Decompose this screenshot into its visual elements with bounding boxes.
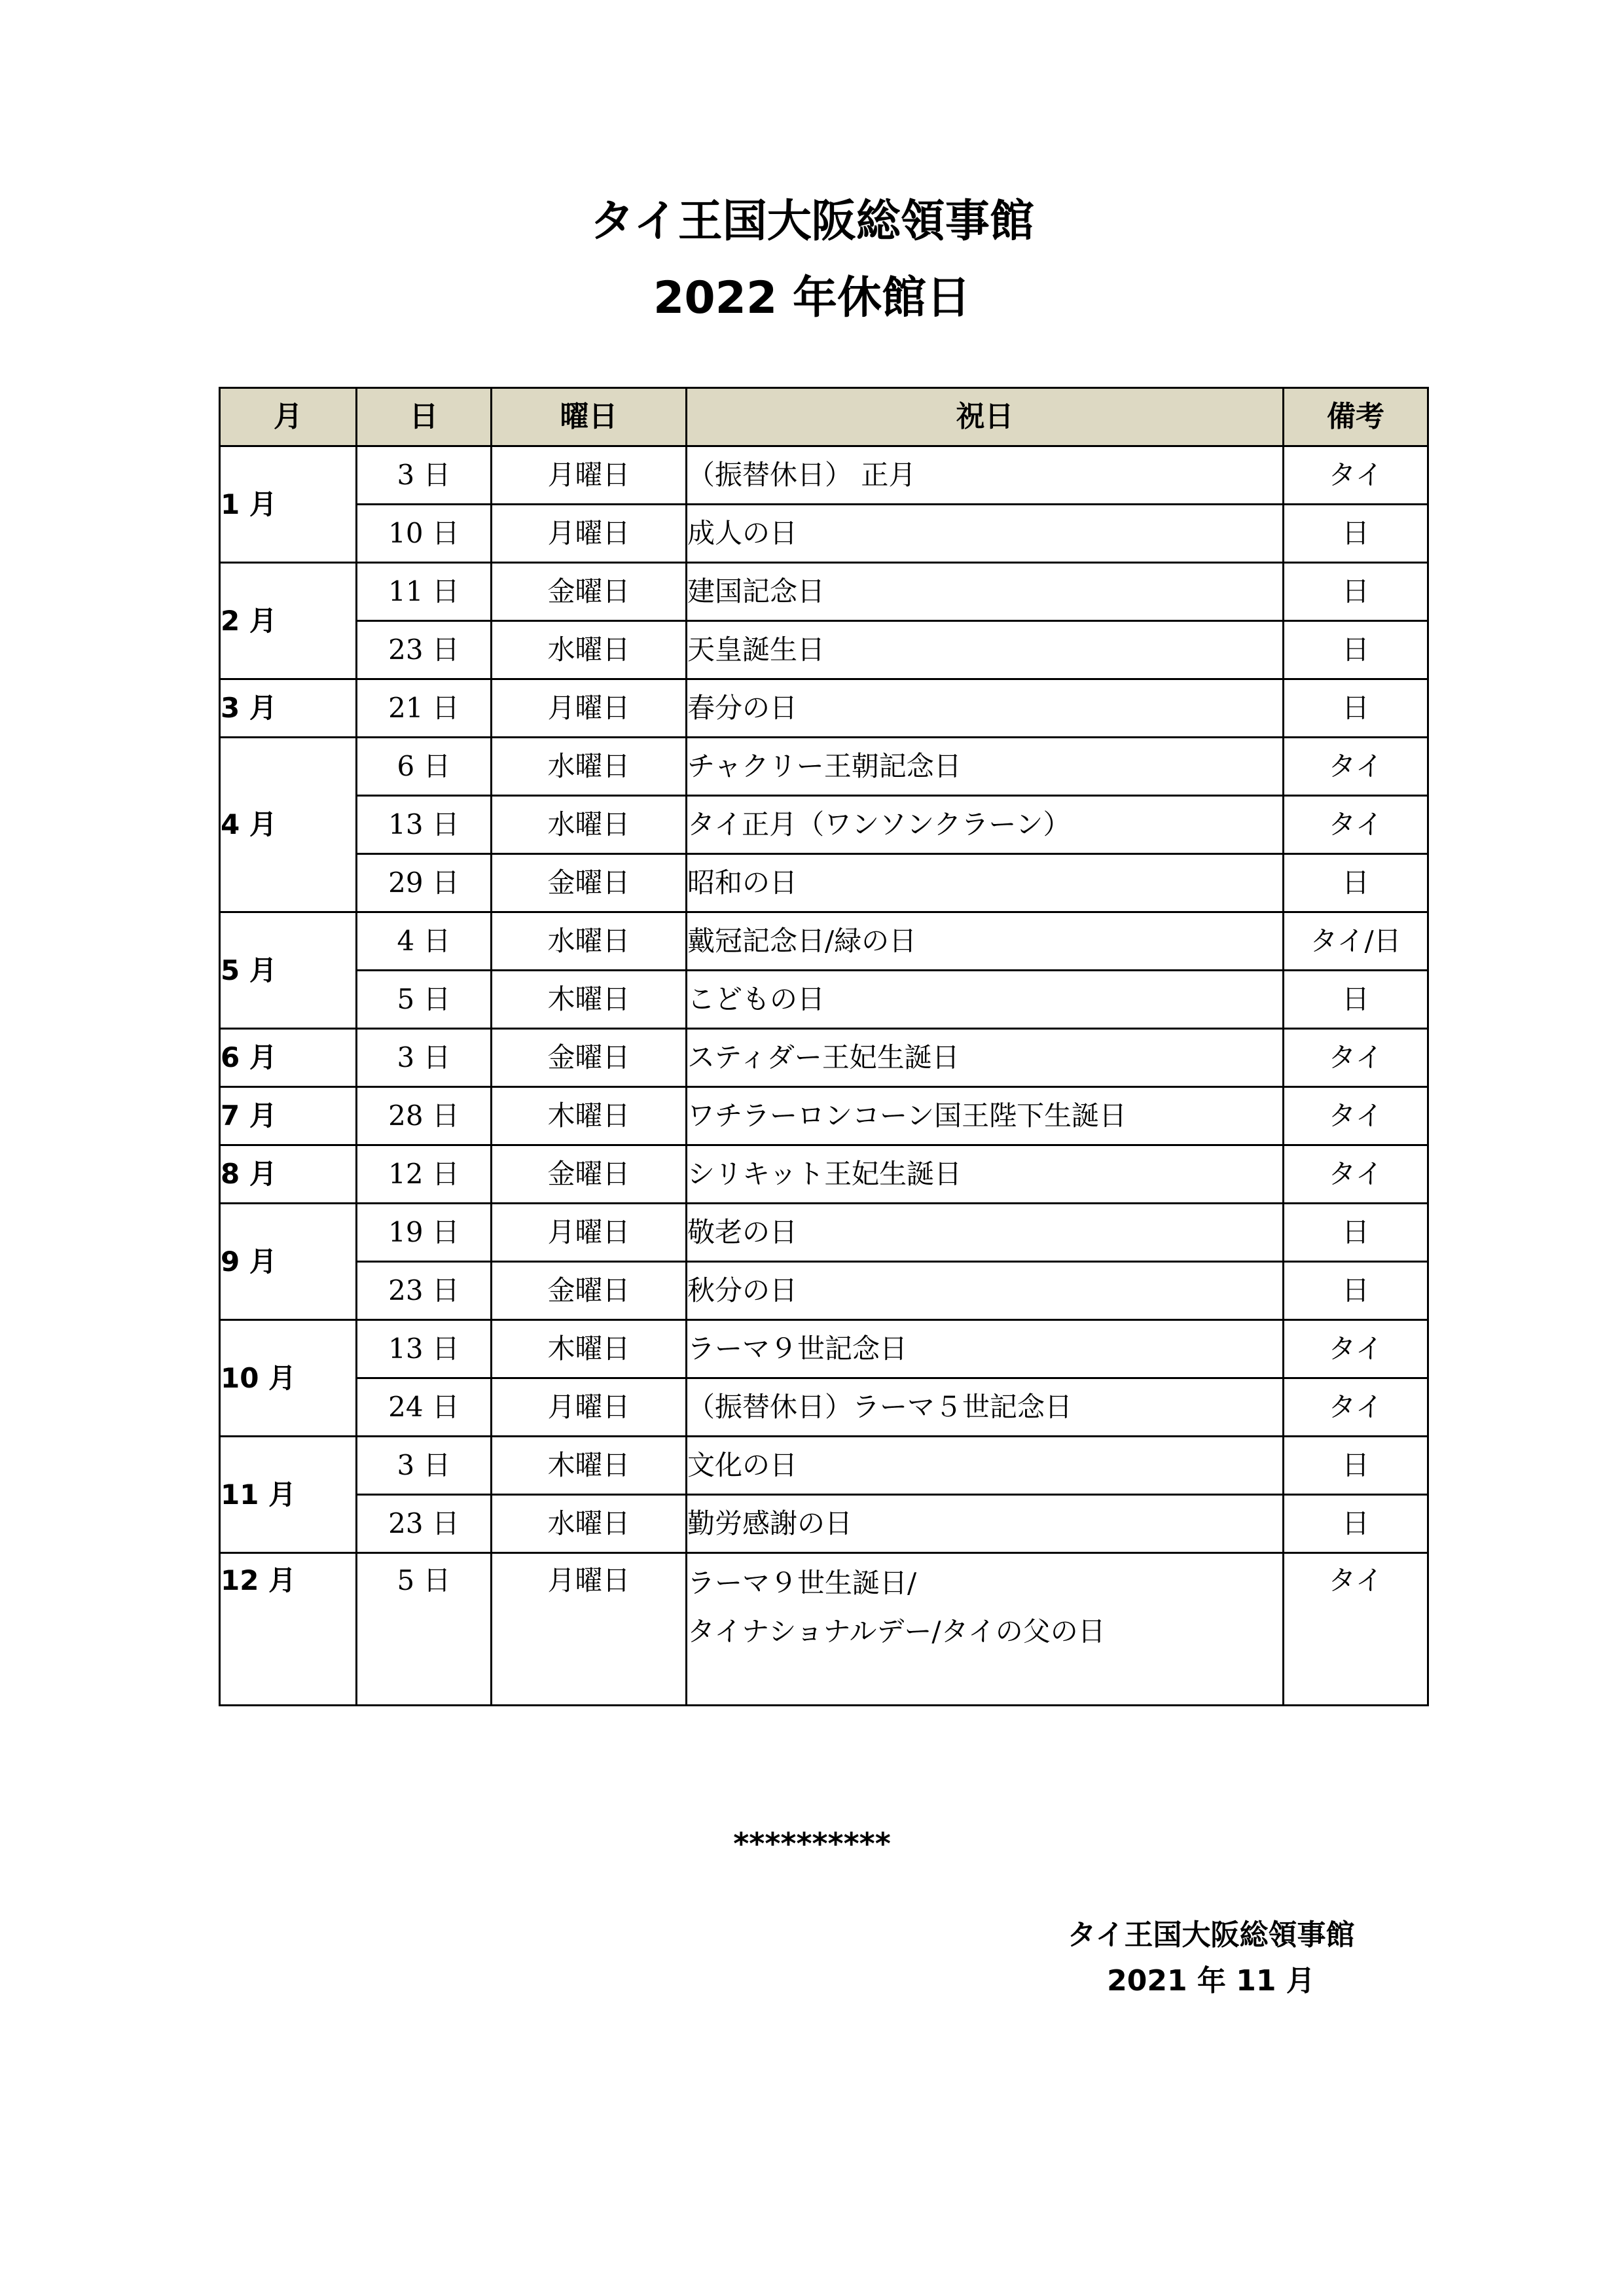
- day-cell: 3 日: [357, 1029, 492, 1087]
- weekday-cell: 水曜日: [492, 621, 687, 679]
- month-cell: 2 月: [220, 563, 357, 679]
- holiday-cell: チャクリー王朝記念日: [687, 738, 1284, 796]
- header-month: 月: [220, 388, 357, 446]
- weekday-cell: 金曜日: [492, 563, 687, 621]
- note-cell: タイ: [1284, 1087, 1428, 1145]
- holiday-cell: こどもの日: [687, 971, 1284, 1029]
- weekday-cell: 金曜日: [492, 1029, 687, 1087]
- day-cell: 28 日: [357, 1087, 492, 1145]
- month-cell: 7 月: [220, 1087, 357, 1145]
- note-cell: 日: [1284, 1204, 1428, 1262]
- weekday-cell: 月曜日: [492, 1204, 687, 1262]
- weekday-cell: 月曜日: [492, 679, 687, 738]
- table-row: [220, 1553, 1428, 1706]
- weekday-cell: 水曜日: [492, 796, 687, 854]
- holiday-cell: 敬老の日: [687, 1204, 1284, 1262]
- holiday-cell: ワチラーロンコーン国王陛下生誕日: [687, 1087, 1284, 1145]
- month-cell: 8 月: [220, 1145, 357, 1204]
- note-cell: タイ: [1284, 738, 1428, 796]
- day-cell: 4 日: [357, 912, 492, 971]
- weekday-cell: 金曜日: [492, 1262, 687, 1320]
- day-cell: 11 日: [357, 563, 492, 621]
- weekday-cell: 月曜日: [492, 505, 687, 563]
- note-cell: タイ: [1284, 446, 1428, 505]
- table-row: [220, 912, 1428, 971]
- weekday-cell: 金曜日: [492, 854, 687, 912]
- table-row: [220, 621, 1428, 679]
- note-cell: タイ: [1284, 1029, 1428, 1087]
- table-row: [220, 738, 1428, 796]
- weekday-cell: 月曜日: [492, 1553, 687, 1706]
- table-row: [220, 854, 1428, 912]
- note-cell: 日: [1284, 563, 1428, 621]
- weekday-cell: 水曜日: [492, 738, 687, 796]
- weekday-cell: 金曜日: [492, 1145, 687, 1204]
- holiday-cell: （振替休日） 正月: [687, 446, 1284, 505]
- document-title: タイ王国大阪総領事館: [590, 196, 1034, 247]
- month-cell: 12 月: [220, 1553, 357, 1706]
- day-cell: 12 日: [357, 1145, 492, 1204]
- table-row: [220, 446, 1428, 505]
- holiday-cell: スティダー王妃生誕日: [687, 1029, 1284, 1087]
- day-cell: 29 日: [357, 854, 492, 912]
- note-cell: 日: [1284, 854, 1428, 912]
- weekday-cell: 木曜日: [492, 1087, 687, 1145]
- holiday-cell: 勤労感謝の日: [687, 1495, 1284, 1553]
- note-cell: タイ: [1284, 1553, 1428, 1706]
- month-cell: 3 月: [220, 679, 357, 738]
- note-cell: タイ: [1284, 1145, 1428, 1204]
- holiday-cell: [687, 1553, 1284, 1706]
- day-cell: 13 日: [357, 1320, 492, 1378]
- holiday-cell: 春分の日: [687, 679, 1284, 738]
- signature-org: タイ王国大阪総領事館: [1067, 1918, 1355, 1952]
- weekday-cell: 水曜日: [492, 912, 687, 971]
- holiday-cell: 文化の日: [687, 1437, 1284, 1495]
- month-cell: 9 月: [220, 1204, 357, 1320]
- note-cell: 日: [1284, 1495, 1428, 1553]
- day-cell: 21 日: [357, 679, 492, 738]
- header-note: 備考: [1284, 388, 1428, 446]
- day-cell: 23 日: [357, 1495, 492, 1553]
- table-header-row: [220, 388, 1428, 446]
- day-cell: 23 日: [357, 621, 492, 679]
- day-cell: 24 日: [357, 1378, 492, 1437]
- table-row: [220, 1087, 1428, 1145]
- holiday-line: ラーマ９世生誕日/: [687, 1567, 917, 1599]
- table-row: [220, 505, 1428, 563]
- weekday-cell: 月曜日: [492, 1378, 687, 1437]
- weekday-cell: 木曜日: [492, 1437, 687, 1495]
- header-weekday: 曜日: [492, 388, 687, 446]
- note-cell: タイ: [1284, 1378, 1428, 1437]
- note-cell: 日: [1284, 679, 1428, 738]
- day-cell: 19 日: [357, 1204, 492, 1262]
- month-cell: 1 月: [220, 446, 357, 563]
- holiday-cell: 建国記念日: [687, 563, 1284, 621]
- holiday-cell: 戴冠記念日/緑の日: [687, 912, 1284, 971]
- holiday-table: [219, 387, 1429, 1706]
- signature-date: 2021 年 11 月: [1107, 1964, 1315, 1998]
- day-cell: 5 日: [357, 971, 492, 1029]
- note-cell: 日: [1284, 1262, 1428, 1320]
- table-row: [220, 1437, 1428, 1495]
- note-cell: 日: [1284, 971, 1428, 1029]
- note-cell: 日: [1284, 1437, 1428, 1495]
- table-row: [220, 1262, 1428, 1320]
- weekday-cell: 木曜日: [492, 1320, 687, 1378]
- holiday-cell: 秋分の日: [687, 1262, 1284, 1320]
- table-row: [220, 1204, 1428, 1262]
- note-cell: タイ: [1284, 796, 1428, 854]
- weekday-cell: 水曜日: [492, 1495, 687, 1553]
- day-cell: 10 日: [357, 505, 492, 563]
- month-cell: 4 月: [220, 738, 357, 912]
- holiday-cell: タイ正月（ワンソンクラーン）: [687, 796, 1284, 854]
- holiday-cell: シリキット王妃生誕日: [687, 1145, 1284, 1204]
- month-cell: 10 月: [220, 1320, 357, 1437]
- holiday-cell: 昭和の日: [687, 854, 1284, 912]
- header-holiday: 祝日: [687, 388, 1284, 446]
- holiday-cell: （振替休日）ラーマ５世記念日: [687, 1378, 1284, 1437]
- header-day: 日: [357, 388, 492, 446]
- holiday-cell: 天皇誕生日: [687, 621, 1284, 679]
- document-subtitle: 2022 年休館日: [653, 272, 971, 324]
- day-cell: 3 日: [357, 446, 492, 505]
- holiday-line: タイナショナルデー/タイの父の日: [687, 1615, 1106, 1647]
- table-row: [220, 563, 1428, 621]
- note-cell: タイ: [1284, 1320, 1428, 1378]
- holiday-cell: 成人の日: [687, 505, 1284, 563]
- table-row: [220, 1495, 1428, 1553]
- note-cell: 日: [1284, 505, 1428, 563]
- day-cell: 23 日: [357, 1262, 492, 1320]
- month-cell: 11 月: [220, 1437, 357, 1553]
- table-row: [220, 971, 1428, 1029]
- table-row: [220, 796, 1428, 854]
- table-row: [220, 1378, 1428, 1437]
- note-cell: 日: [1284, 621, 1428, 679]
- day-cell: 13 日: [357, 796, 492, 854]
- table-row: [220, 679, 1428, 738]
- table-row: [220, 1320, 1428, 1378]
- day-cell: 5 日: [357, 1553, 492, 1706]
- note-cell: タイ/日: [1284, 912, 1428, 971]
- month-cell: 6 月: [220, 1029, 357, 1087]
- weekday-cell: 月曜日: [492, 446, 687, 505]
- weekday-cell: 木曜日: [492, 971, 687, 1029]
- day-cell: 3 日: [357, 1437, 492, 1495]
- day-cell: 6 日: [357, 738, 492, 796]
- holiday-cell: ラーマ９世記念日: [687, 1320, 1284, 1378]
- table-row: [220, 1029, 1428, 1087]
- table-row: [220, 1145, 1428, 1204]
- month-cell: 5 月: [220, 912, 357, 1029]
- separator: **********: [733, 1826, 891, 1861]
